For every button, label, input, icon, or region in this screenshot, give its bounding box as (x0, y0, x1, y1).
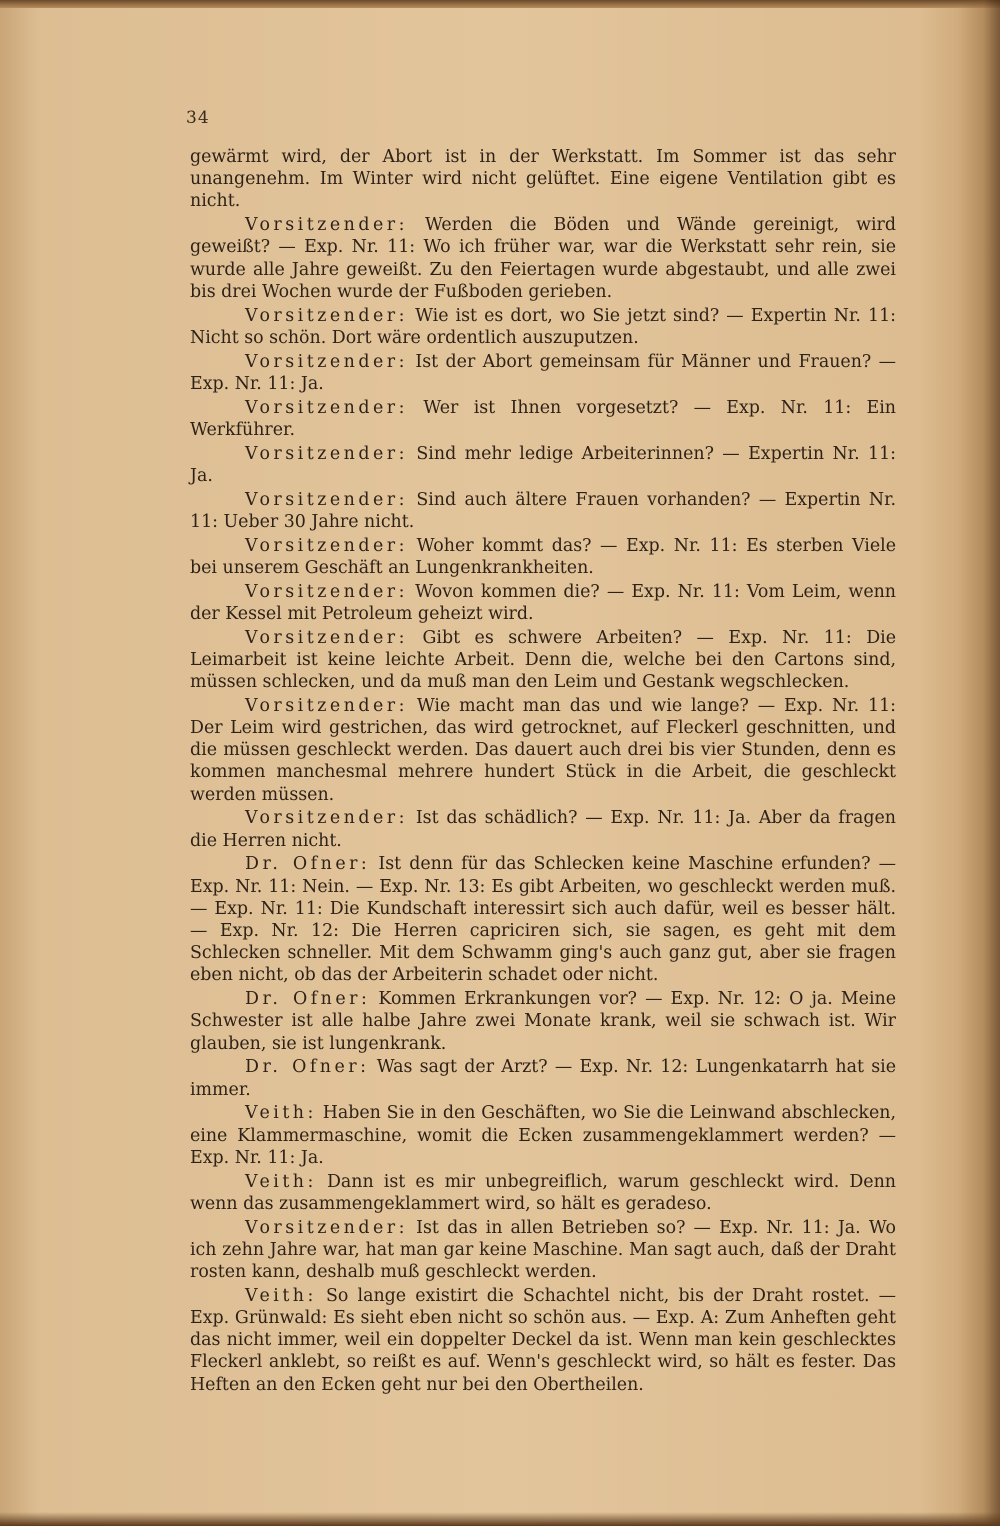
speaker-label: Vorsitzender: (245, 489, 408, 510)
paragraph-text: gewärmt wird, der Abort ist in der Werkstatt. Im Sommer ist das sehr unangenehm. Im Winter wird nicht gelüftet. Eine eigene Ventilation gibt es nicht. (190, 147, 896, 212)
speaker-label: Dr. Ofner: (245, 854, 371, 875)
speaker-label: Vorsitzender: (245, 695, 408, 716)
paragraph-6 (190, 443, 896, 487)
body-text (190, 146, 896, 1397)
paragraph-14 (190, 988, 896, 1055)
speaker-label: Vorsitzender: (245, 215, 408, 236)
paragraph-text: Wer ist Ihnen vorgesetzt? — Exp. Nr. 11: Ein Werkführer. (190, 397, 896, 440)
paragraph-3 (190, 305, 896, 349)
paragraph-text: Werden die Böden und Wände gereinigt, wird geweißt? — Exp. Nr. 11: Wo ich früher war, war die Werkstatt sehr rein, sie wurde alle Jahre geweißt. Zu den Feiertagen wurde abgestaubt, und alle zwei bis drei Wochen wurde der Fußboden gerieben. (190, 215, 897, 302)
speaker-label: Veith: (245, 1103, 317, 1124)
speaker-label: Vorsitzender: (245, 397, 408, 418)
page-bottom-edge (0, 1512, 1000, 1526)
speaker-label: Vorsitzender: (245, 1217, 408, 1238)
paragraph-text: Sind mehr ledige Arbeiterinnen? — Expertin Nr. 11: Ja. (190, 443, 896, 486)
paragraph-text: Ist das in allen Betrieben so? — Exp. Nr. 11: Ja. Wo ich zehn Jahre war, hat man gar keine Maschine. Man sagt auch, daß der Draht rosten kann, deshalb muß geschleckt werden. (190, 1217, 896, 1283)
paragraph-text: Sind auch ältere Frauen vorhanden? — Expertin Nr. 11: Ueber 30 Jahre nicht. (190, 489, 896, 532)
speaker-label: Vorsitzender: (245, 581, 408, 602)
speaker-label: Dr. Ofner: (245, 989, 371, 1010)
paragraph-8 (190, 535, 896, 579)
speaker-label: Veith: (245, 1171, 317, 1192)
speaker-label: Vorsitzender: (245, 305, 408, 326)
page-binding-shadow (958, 0, 1000, 1526)
speaker-label: Vorsitzender: (245, 627, 408, 648)
paragraph-text: Ist das schädlich? — Exp. Nr. 11: Ja. Aber da fragen die Herren nicht. (190, 808, 897, 851)
paragraph-text: Wie macht man das und wie lange? — Exp. Nr. 11: Der Leim wird gestrichen, das wird getrocknet, auf Fleckerl geschnitten, und die müssen geschleckt werden. Das dauert auch drei bis vier Stunden, denn es kommen manchesmal mehrere hundert Stück in die Arbeit, die geschleckt werden müssen. (190, 695, 897, 805)
paragraph-text: So lange existirt die Schachtel nicht, bis der Draht rostet. — Exp. Grünwald: Es sieht eben nicht so schön aus. — Exp. A: Zum Anheften geht das nicht immer, weil ein doppelter Deckel da ist. Wenn man kein geschlecktes Fleckerl anklebt, so reißt es auf. Wenn's geschleckt wird, so hält es fester. Das Heften an den Ecken geht nur bei den Obertheilen. (190, 1285, 896, 1395)
paragraph-12 (190, 807, 896, 851)
speaker-label: Dr. Ofner: (245, 1057, 370, 1078)
paragraph-text: Ist denn für das Schlecken keine Maschine erfunden? — Exp. Nr. 11: Nein. — Exp. Nr. 13: Es gibt Arbeiten, wo geschleckt werden muß. — Exp. Nr. 11: Die Kundschaft interessirt sich auch dafür, weil es besser hält. — Exp. Nr. 12: Die Herren capriciren sich, sie sagen, es geht mit dem Schlecken schneller. Mit dem Schwamm ging's auch ganz gut, aber sie fragen eben nicht, ob das der Arbeiterin schadet oder nicht. (190, 854, 897, 986)
paragraph-13 (190, 853, 896, 986)
paragraph-10 (190, 627, 896, 694)
paragraph-5 (190, 397, 896, 441)
paragraph-text: Haben Sie in den Geschäften, wo Sie die Leinwand abschlecken, eine Klammermaschine, womit die Ecken zusammengeklammert werden? — Exp. Nr. 11: Ja. (190, 1103, 896, 1168)
paragraph-text: Gibt es schwere Arbeiten? — Exp. Nr. 11: Die Leimarbeit ist keine leichte Arbeit. Denn die, welche bei den Cartons sind, müssen schlecken, und da muß man den Leim und Gestank wegschlecken. (190, 627, 897, 693)
paragraph-9 (190, 581, 896, 625)
paragraph-1 (190, 146, 896, 213)
paragraph-17 (190, 1171, 896, 1215)
speaker-label: Vorsitzender: (245, 808, 408, 829)
speaker-label: Vorsitzender: (245, 443, 408, 464)
speaker-label: Vorsitzender: (245, 535, 408, 556)
paragraph-text: Dann ist es mir unbegreiflich, warum geschleckt wird. Denn wenn das zusammengeklammert wird, so hält es geradeso. (190, 1171, 896, 1214)
page-number: 34 (186, 108, 210, 128)
speaker-label: Vorsitzender: (245, 351, 408, 372)
page-top-edge (0, 0, 1000, 8)
paragraph-text: Woher kommt das? — Exp. Nr. 11: Es sterben Viele bei unserem Geschäft an Lungenkrankheiten. (190, 535, 896, 578)
paragraph-11 (190, 695, 896, 806)
paragraph-4 (190, 351, 896, 395)
paragraph-text: Kommen Erkrankungen vor? — Exp. Nr. 12: O ja. Meine Schwester ist alle halbe Jahre zwei Monate krank, weil sie schwach ist. Wir glauben, sie ist lungenkrank. (190, 989, 896, 1054)
paragraph-2 (190, 214, 896, 303)
paragraph-text: Wovon kommen die? — Exp. Nr. 11: Vom Leim, wenn der Kessel mit Petroleum geheizt wird. (190, 581, 897, 624)
paragraph-text: Ist der Abort gemeinsam für Männer und Frauen? — Exp. Nr. 11: Ja. (190, 351, 896, 394)
paragraph-text: Was sagt der Arzt? — Exp. Nr. 12: Lungenkatarrh hat sie immer. (190, 1057, 897, 1100)
paragraph-text: Wie ist es dort, wo Sie jetzt sind? — Expertin Nr. 11: Nicht so schön. Dort wäre ordentlich auszuputzen. (190, 305, 896, 348)
paragraph-7 (190, 489, 896, 533)
paragraph-16 (190, 1102, 896, 1169)
paragraph-19 (190, 1285, 896, 1396)
paragraph-18 (190, 1217, 896, 1284)
paragraph-15 (190, 1056, 896, 1100)
speaker-label: Veith: (245, 1285, 317, 1306)
